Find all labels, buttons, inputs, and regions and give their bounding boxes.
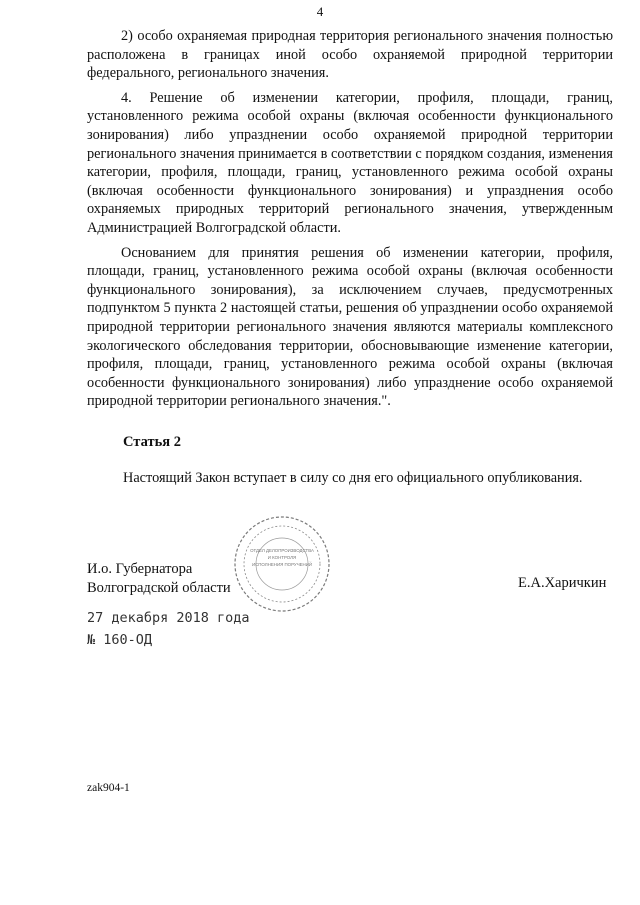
signatory-title-line-2: Волгоградской области (87, 579, 231, 596)
registration-number: № 160-ОД (87, 632, 153, 648)
paragraph-grounds: Основанием для принятия решения об изменении категории, профиля, площади, границ, установленного режима особой охраны (включая особенности функционального зонирования), за исключением случаев, предусмотренных подпунктом 5 пункта 2 настоящей статьи, решения об упразднении особо охраняемой природной территории регионального значения являются материалы комплексного экологического обследования территории, обосновывающие изменение категории, профиля, площади, границ, установленного режима особой охраны (включая особенности функционального зонирования) либо упразднение особо охраняемой природной территории регионального значения.". (87, 244, 613, 410)
svg-text:ИСПОЛНЕНИЯ ПОРУЧЕНИЙ: ИСПОЛНЕНИЯ ПОРУЧЕНИЙ (251, 562, 313, 567)
law-body-text (87, 27, 613, 411)
signatory-title (87, 560, 231, 597)
document-code: zak904-1 (87, 782, 130, 794)
svg-text:ОТДЕЛ ДЕЛОПРОИЗВОДСТВА: ОТДЕЛ ДЕЛОПРОИЗВОДСТВА (250, 548, 314, 553)
page-number: 4 (316, 4, 324, 19)
stamp-inner-text (250, 548, 314, 567)
registration-date: 27 декабря 2018 года (87, 610, 250, 626)
paragraph-subitem-2: 2) особо охраняемая природная территория регионального значения полностью расположена в границах иной особо охраняемой природной территории федерального, регионального значения. (87, 28, 613, 82)
svg-text:И КОНТРОЛЯ: И КОНТРОЛЯ (267, 555, 297, 560)
paragraph-item-4: 4. Решение об изменении категории, профиля, площади, границ, установленного режима особой охраны (включая особенности функционального зонирования) либо упразднении особо охраняемой природной территории регионального значения принимается в соответствии с порядком создания, изменения категории, профиля, площади, границ, установленного режима особой охраны (включая особенности функционального зонирования) и упразднения особо охраняемых природных территорий регионального значения, утвержденным Администрацией Волгоградской области. (87, 89, 613, 236)
article-heading: Статья 2 (123, 434, 181, 450)
signatory-title-line-1: И.о. Губернатора (87, 561, 193, 577)
signatory-name: Е.А.Харичкин (518, 575, 607, 591)
article-text: Настоящий Закон вступает в силу со дня его официального опубликования. (123, 470, 583, 486)
official-stamp (232, 514, 332, 614)
